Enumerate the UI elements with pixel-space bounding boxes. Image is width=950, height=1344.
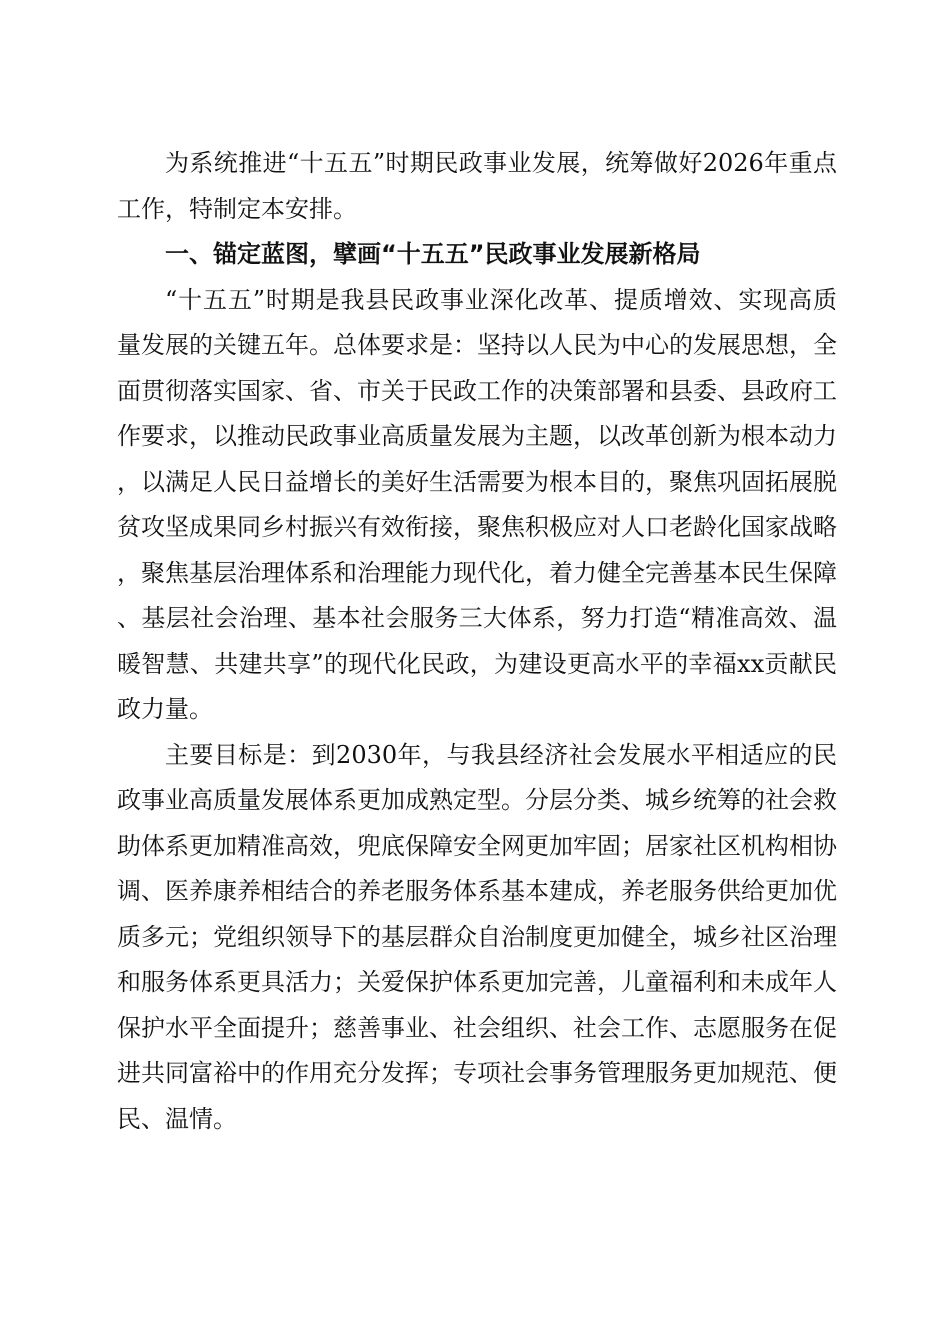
intro-paragraph: 为系统推进“十五五”时期民政事业发展，统筹做好2026年重点工作，特制定本安排。 — [117, 149, 837, 223]
main-goals-paragraph: 主要目标是：到2030年，与我县经济社会发展水平相适应的民政事业高质量发展体系更加成熟定型。分层分类、城乡统筹的社会救助体系更加精准高效，兜底保障安全网更加牢固；居家社区机构相协调、医养康养相结合的养老服务体系基本建成，养老服务供给更加优质多元；党组织领导下的基层群众自治制度更加健全，城乡社区治理和服务体系更具活力；关爱保护体系更加完善，儿童福利和未成年人保护水平全面提升；慈善事业、社会组织、社会工作、志愿服务在促进共同富裕中的作用充分发挥；专项社会事务管理服务更加规范、便民、温情。 — [117, 740, 837, 1133]
overall-requirements-paragraph: “十五五”时期是我县民政事业深化改革、提质增效、实现高质量发展的关键五年。总体要求是：坚持以人民为中心的发展思想，全面贯彻落实国家、省、市关于民政工作的决策部署和县委、县政府工作要求，以推动民政事业高质量发展为主题，以改革创新为根本动力，以满足人民日益增长的美好生活需要为根本目的，聚焦巩固拓展脱贫攻坚成果同乡村振兴有效衔接，聚焦积极应对人口老龄化国家战略，聚焦基层治理体系和治理能力现代化，着力健全完善基本民生保障、基层社会治理、基本社会服务三大体系，努力打造“精准高效、温暖智慧、共建共享”的现代化民政，为建设更高水平的幸福xx贡献民政力量。 — [117, 285, 837, 723]
document-body — [117, 141, 837, 1142]
section-heading: 一、锚定蓝图，擘画“十五五”民政事业发展新格局 — [165, 240, 701, 268]
